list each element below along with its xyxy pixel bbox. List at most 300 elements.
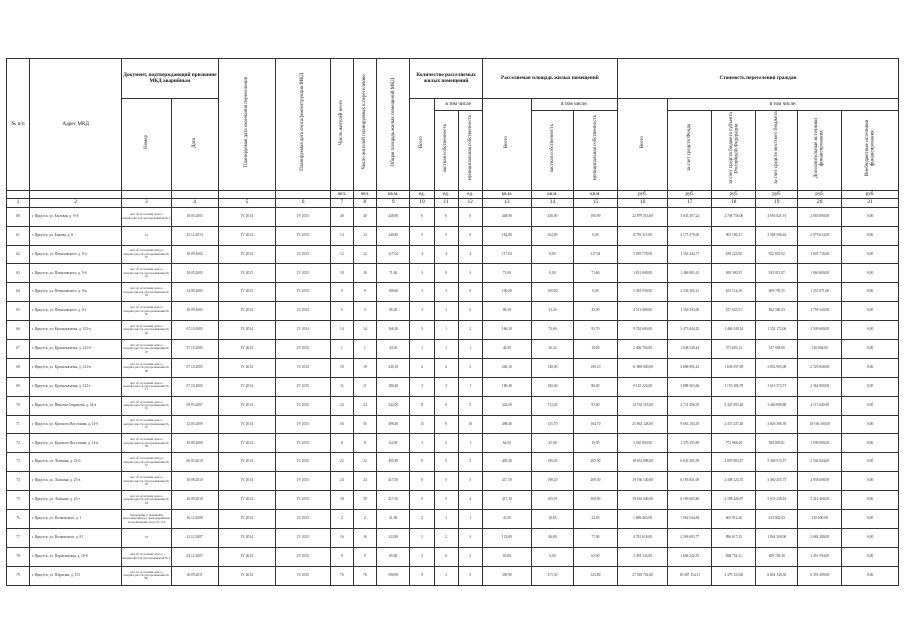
table-cell: 164,70: [573, 415, 617, 434]
document-number-cell: Акт об отселении дома о непригодности для проживания № 38: [122, 434, 171, 453]
table-cell: 86,30: [482, 302, 531, 321]
table-cell: 1 356 244,77: [668, 245, 712, 264]
column-number-cell: 4: [171, 198, 218, 207]
table-cell: 3 479 123,60: [712, 566, 756, 585]
table-cell: 4: [410, 358, 434, 377]
header-area-incl: в том числе:: [532, 99, 618, 111]
table-cell: 72: [7, 434, 30, 453]
table-cell: 0,00: [842, 453, 899, 472]
address-cell: г. Иркутск, ул. Николая Гаврилова, д. 34-а: [30, 396, 122, 415]
table-cell: 6 169 605,86: [668, 491, 712, 510]
column-number-cell: 21: [842, 198, 899, 207]
table-cell: 8: [410, 453, 434, 472]
table-row: [7, 302, 899, 321]
table-cell: 18,00: [573, 340, 617, 359]
table-cell: 41,00: [376, 510, 410, 529]
header-cost-additional: Дополнительные источники финансирования: [798, 111, 842, 191]
table-cell: 5: [458, 396, 482, 415]
table-row: [7, 415, 899, 434]
table-cell: 1 060 600,00: [798, 264, 842, 283]
table-cell: 80,00: [573, 377, 617, 396]
table-cell: 925 015,87: [756, 264, 798, 283]
table-cell: 3: [410, 264, 434, 283]
table-cell: 2 979 614,00: [798, 226, 842, 245]
table-row: [7, 396, 899, 415]
table-cell: 10: [458, 415, 482, 434]
table-cell: 65,00: [573, 547, 617, 566]
table-cell: 1 352 172,06: [756, 321, 798, 340]
table-cell: 1: [458, 340, 482, 359]
table-cell: 67: [7, 340, 30, 359]
table-cell: 19 166 540,00: [617, 472, 667, 491]
table-cell: IV 2014: [218, 566, 276, 585]
table-cell: 0,00: [842, 434, 899, 453]
table-cell: IV 2015: [276, 283, 331, 302]
table-cell: 75: [7, 491, 30, 510]
table-cell: IV 2015: [276, 491, 331, 510]
table-cell: 30.09.2011: [171, 566, 218, 585]
table-cell: 3 493 343,00: [617, 547, 667, 566]
header-residents-planned: Число жителей планируемых к переселению: [353, 59, 376, 191]
table-cell: 11: [330, 377, 353, 396]
table-cell: 1: [353, 340, 376, 359]
table-cell: 862 586,43: [756, 302, 798, 321]
table-cell: 3: [410, 434, 434, 453]
table-cell: 44,30: [376, 340, 410, 359]
table-cell: IV 2014: [218, 321, 276, 340]
table-cell: 07.10.2005: [171, 377, 218, 396]
table-cell: 9: [410, 491, 434, 510]
table-cell: 61: [7, 226, 30, 245]
table-cell: 537 635,51: [712, 302, 756, 321]
table-cell: 405,40: [376, 453, 410, 472]
table-cell: 09.03.2007: [171, 396, 218, 415]
table-cell: 71,60: [376, 264, 410, 283]
table-cell: 315,70: [532, 415, 574, 434]
table-cell: 510 604,00: [798, 340, 842, 359]
table-row: [7, 226, 899, 245]
table-cell: 4 956 021,91: [756, 207, 798, 226]
table-cell: 0,00: [842, 396, 899, 415]
table-cell: 24: [353, 472, 376, 491]
table-cell: 66: [7, 321, 30, 340]
table-cell: 180,40: [482, 377, 531, 396]
table-cell: IV 2015: [276, 264, 331, 283]
table-cell: 06.03.2010: [171, 453, 218, 472]
table-cell: 4 511 688,00: [617, 302, 667, 321]
table-cell: IV 2014: [218, 434, 276, 453]
table-cell: 584 803,01: [756, 434, 798, 453]
table-cell: 1 370 355,85: [668, 434, 712, 453]
table-cell: 6: [434, 396, 458, 415]
table-cell: 5: [353, 302, 376, 321]
table-cell: IV 2015: [276, 226, 331, 245]
table-cell: 417,10: [376, 491, 410, 510]
table-cell: 18: [330, 264, 353, 283]
table-row: [7, 547, 899, 566]
address-cell: г. Иркутск, ул. Красноказачья, д. 123-а: [30, 321, 122, 340]
header-count-private: частная собственность: [434, 111, 458, 191]
table-cell: 44,30: [482, 340, 531, 359]
table-cell: 196,20: [532, 453, 574, 472]
table-cell: 2 802 905,08: [756, 358, 798, 377]
column-number-cell: 15: [573, 198, 617, 207]
table-cell: 1 062 044,84: [668, 510, 712, 529]
table-cell: 6 643 565,59: [668, 453, 712, 472]
header-count-incl: в том числе: [434, 99, 482, 111]
table-cell: 64,50: [482, 434, 531, 453]
table-cell: 77: [7, 528, 30, 547]
table-row: [7, 358, 899, 377]
table-cell: IV 2015: [218, 264, 276, 283]
table-cell: 2 425 393,40: [712, 396, 756, 415]
table-cell: 123,80: [376, 528, 410, 547]
table-cell: 4: [434, 245, 458, 264]
table-cell: 18: [330, 358, 353, 377]
table-cell: 8: [410, 566, 434, 585]
table-cell: 3: [434, 283, 458, 302]
table-cell: 1 466 540,34: [712, 321, 756, 340]
table-cell: 4: [434, 358, 458, 377]
table-cell: 45,00: [573, 302, 617, 321]
table-cell: 3 473 844,25: [668, 321, 712, 340]
table-cell: IV 2014: [218, 547, 276, 566]
document-number-cell: Акт об отселении дома о непригодности для проживания № 01: [122, 396, 171, 415]
column-number-cell: 3: [122, 198, 171, 207]
table-cell: 3: [458, 547, 482, 566]
table-cell: 342,00: [482, 396, 531, 415]
table-cell: 0,00: [842, 264, 899, 283]
header-area-private: частная собственность: [532, 111, 574, 191]
table-cell: 342,00: [376, 396, 410, 415]
table-cell: 19 616 640,00: [617, 491, 667, 510]
table-cell: 240,80: [376, 226, 410, 245]
table-cell: 12: [330, 245, 353, 264]
table-cell: 1 803 716,00: [798, 245, 842, 264]
table-cell: 0,00: [842, 358, 899, 377]
table-cell: 0,00: [842, 207, 899, 226]
header-document-group: Документ, подтверждающий признание МКД аварийным: [122, 59, 218, 99]
table-cell: IV 2014: [218, 226, 276, 245]
table-cell: 62: [7, 245, 30, 264]
table-cell: 68: [7, 358, 30, 377]
table-row: [7, 566, 899, 585]
table-cell: 07.10.2005: [171, 321, 218, 340]
table-cell: 417,50: [376, 472, 410, 491]
table-cell: 16,85: [532, 510, 574, 529]
table-cell: 07.10.2005: [171, 358, 218, 377]
table-cell: 12: [353, 245, 376, 264]
table-cell: 4 938 608,00: [798, 472, 842, 491]
table-cell: 256,00: [532, 207, 574, 226]
table-body: [7, 207, 899, 585]
table-cell: 16: [353, 528, 376, 547]
table-cell: 3: [410, 321, 434, 340]
table-cell: 93,70: [573, 321, 617, 340]
table-cell: 11: [353, 377, 376, 396]
table-cell: 2 398 426,87: [712, 491, 756, 510]
table-cell: 6 391 209,00: [798, 566, 842, 585]
table-cell: 0,00: [532, 245, 574, 264]
table-cell: 77,00: [573, 528, 617, 547]
table-cell: 2 437 237,28: [712, 415, 756, 434]
document-number-cell: 33: [122, 528, 171, 547]
table-cell: 71: [7, 415, 30, 434]
column-numbers-row: [7, 198, 899, 207]
header-area-municipal: муниципальная собственность: [573, 111, 617, 191]
table-cell: 5: [410, 226, 434, 245]
table-cell: 2: [330, 510, 353, 529]
table-cell: 0: [434, 547, 458, 566]
table-cell: 2 684 280,00: [798, 528, 842, 547]
table-cell: 95,00: [573, 396, 617, 415]
table-cell: 162,80: [482, 226, 531, 245]
units-row: [7, 190, 899, 198]
table-cell: 18.09.2002: [171, 245, 218, 264]
table-row: [7, 377, 899, 396]
header-total-area: Общая площадь жилых помещений МКД: [376, 59, 410, 191]
table-cell: 18.09.2009: [171, 434, 218, 453]
table-cell: 162,80: [532, 226, 574, 245]
unit-cell: руб.: [668, 190, 712, 198]
table-cell: 24: [353, 396, 376, 415]
table-cell: 1: [434, 321, 458, 340]
table-cell: 18.05.2005: [171, 264, 218, 283]
unit-cell: руб.: [712, 190, 756, 198]
table-cell: 2 729 828,00: [798, 358, 842, 377]
table-cell: IV 2015: [276, 566, 331, 585]
table-cell: 0,00: [842, 491, 899, 510]
table-cell: 79: [7, 566, 30, 585]
table-cell: 14: [330, 321, 353, 340]
table-cell: 1: [458, 434, 482, 453]
header-area-total: Всего: [482, 99, 531, 191]
table-cell: 896 617,35: [712, 528, 756, 547]
address-cell: г. Иркутск, ул. Красноказачья, д. 123-б: [30, 340, 122, 359]
header-address: Адрес МКД: [30, 59, 122, 191]
table-cell: 4 117 649,00: [798, 396, 842, 415]
table-cell: 56: [330, 415, 353, 434]
header-doc-number: Номер: [122, 99, 171, 191]
table-cell: 12.05.2009: [171, 415, 218, 434]
table-cell: IV 2014: [276, 321, 331, 340]
table-cell: IV 2015: [276, 547, 331, 566]
table-cell: 65: [7, 302, 30, 321]
table-cell: 868 754,11: [712, 547, 756, 566]
table-cell: 16: [330, 528, 353, 547]
address-cell: г. Иркутск, ул. Красного Восстания, д. 14-в: [30, 434, 122, 453]
table-cell: 30.08.2010: [171, 472, 218, 491]
table-cell: 448,90: [482, 207, 531, 226]
column-number-cell: 1: [7, 198, 30, 207]
table-cell: 5 302 939,00: [617, 283, 667, 302]
table-cell: 100,10: [573, 358, 617, 377]
table-cell: 8 793 311,00: [617, 226, 667, 245]
resettlement-register-table: [6, 58, 899, 586]
column-number-cell: 2: [30, 198, 122, 207]
table-cell: 14: [353, 226, 376, 245]
table-cell: 2: [458, 302, 482, 321]
table-cell: 4: [458, 491, 482, 510]
table-cell: 5: [434, 453, 458, 472]
table-cell: 1 486 901,61: [668, 264, 712, 283]
header-cost-group: Стоимость переселения граждан: [617, 59, 898, 99]
table-cell: 952 801,02: [756, 245, 798, 264]
table-cell: 371 603,13: [712, 340, 756, 359]
table-cell: 74: [7, 472, 30, 491]
header-count-group: Количество расселяемых жилых помещений: [410, 59, 482, 99]
table-cell: 0,00: [573, 283, 617, 302]
table-cell: 30.09.2005: [171, 302, 218, 321]
table-cell: 41,00: [482, 510, 531, 529]
table-cell: 772 968,49: [712, 434, 756, 453]
table-cell: IV 2014: [276, 358, 331, 377]
column-number-cell: 13: [482, 198, 531, 207]
table-cell: 0,00: [842, 321, 899, 340]
table-cell: 5 504 844,00: [798, 453, 842, 472]
table-cell: 699 749,38: [756, 547, 798, 566]
table-cell: 1 048 549,44: [668, 340, 712, 359]
table-cell: 9: [330, 547, 353, 566]
header-cost-subject: за счет средств бюджета субъекта Российской Федерации: [712, 111, 756, 191]
table-cell: 3 509 600,00: [798, 321, 842, 340]
table-cell: 6 801 146,56: [756, 566, 798, 585]
table-cell: 410 600,00: [798, 510, 842, 529]
table-cell: 651 112,50: [712, 283, 756, 302]
table-cell: 240,10: [482, 358, 531, 377]
table-cell: 2 408 123,55: [712, 472, 756, 491]
table-cell: 390,90: [376, 566, 410, 585]
table-cell: 0,00: [842, 377, 899, 396]
table-cell: 105,91: [532, 491, 574, 510]
table-cell: 658 390,55: [712, 264, 756, 283]
unit-cell: чел.: [330, 190, 353, 198]
table-cell: 0,00: [842, 566, 899, 585]
table-cell: 9: [353, 547, 376, 566]
table-row: [7, 434, 899, 453]
table-cell: 0,00: [842, 415, 899, 434]
table-cell: 190,90: [573, 207, 617, 226]
table-cell: IV 2014: [218, 415, 276, 434]
table-cell: IV 2014: [218, 396, 276, 415]
table-cell: 1 636 597,69: [712, 358, 756, 377]
header-cost-fund: за счет средств Фонда: [668, 111, 712, 191]
table-cell: 65,00: [482, 547, 531, 566]
unit-cell: [7, 190, 30, 198]
table-cell: 0: [434, 264, 458, 283]
table-cell: 5: [434, 472, 458, 491]
table-cell: 9: [434, 415, 458, 434]
address-cell: г. Иркутск, ул. Красноказачья, д. 123-в: [30, 358, 122, 377]
table-cell: 16.12.2008: [171, 510, 218, 529]
table-cell: 9 663 104,35: [668, 415, 712, 434]
table-cell: 0,00: [532, 264, 574, 283]
table-cell: 1: [434, 302, 458, 321]
table-cell: 6: [434, 207, 458, 226]
unit-cell: кв.м.: [376, 190, 410, 198]
table-row: [7, 491, 899, 510]
table-cell: 390,90: [482, 566, 531, 585]
column-number-cell: 16: [617, 198, 667, 207]
table-cell: 5: [434, 226, 458, 245]
column-number-cell: 20: [798, 198, 842, 207]
table-cell: 26,32: [532, 340, 574, 359]
table-cell: 869 795,55: [756, 283, 798, 302]
table-cell: 2: [353, 510, 376, 529]
address-cell: г. Иркутск, ул. Волконского, д. 1: [30, 510, 122, 529]
unit-cell: [122, 190, 171, 198]
table-cell: 240,10: [376, 358, 410, 377]
table-cell: 3 888 363,66: [668, 377, 712, 396]
table-cell: 613 802,63: [756, 510, 798, 529]
table-cell: 3: [458, 472, 482, 491]
header-cost-incl: в том числе:: [668, 99, 899, 111]
table-cell: 24: [330, 396, 353, 415]
table-cell: 1 668 342,55: [668, 547, 712, 566]
table-cell: 22: [330, 453, 353, 472]
table-cell: 24: [330, 472, 353, 491]
document-number-cell: Акт об отселении дома о непригодности для проживания № 07: [122, 245, 171, 264]
table-cell: 9: [353, 283, 376, 302]
table-cell: 72,60: [532, 321, 574, 340]
address-cell: г. Иркутск, ул. Бытовая, д. 9-А: [30, 207, 122, 226]
table-cell: 0,00: [842, 340, 899, 359]
address-cell: г. Иркутск, ул. Помяловского, д. 9-б: [30, 264, 122, 283]
table-cell: 198,20: [532, 472, 574, 491]
table-cell: 5: [458, 566, 482, 585]
table-cell: 76: [353, 566, 376, 585]
unit-cell: [218, 190, 276, 198]
table-cell: 73: [7, 453, 30, 472]
document-number-cell: Акт об отселении дома о непригодности для проживания № 03: [122, 283, 171, 302]
header-count-municipal: муниципальная собственность: [458, 111, 482, 191]
table-cell: IV 2014: [218, 472, 276, 491]
table-cell: 417,10: [482, 491, 531, 510]
table-cell: 22: [353, 453, 376, 472]
table-cell: 172,40: [532, 396, 574, 415]
address-cell: г. Иркутск, ул. Помяловского, д. 9-а: [30, 245, 122, 264]
table-cell: 2 768 756,06: [712, 207, 756, 226]
table-cell: 498,40: [482, 415, 531, 434]
table-cell: IV 2014: [218, 453, 276, 472]
table-cell: 498,40: [376, 415, 410, 434]
column-number-cell: 10: [410, 198, 434, 207]
table-cell: 07.10.2005: [171, 340, 218, 359]
unit-cell: руб.: [756, 190, 798, 198]
table-cell: 1 353 971,00: [798, 283, 842, 302]
table-cell: 417,50: [482, 472, 531, 491]
table-cell: 180,40: [376, 377, 410, 396]
table-cell: 4 808 965,23: [668, 358, 712, 377]
table-cell: 0: [458, 283, 482, 302]
register-table-sheet: [6, 58, 899, 616]
table-cell: 14: [353, 321, 376, 340]
table-cell: 14: [330, 226, 353, 245]
table-cell: 271,30: [532, 566, 574, 585]
table-cell: 25 863 128,00: [617, 415, 667, 434]
table-cell: 123,80: [482, 528, 531, 547]
table-cell: 39: [330, 491, 353, 510]
table-cell: 2 296 693,77: [668, 528, 712, 547]
table-cell: 15: [410, 415, 434, 434]
table-cell: 2: [458, 358, 482, 377]
document-number-cell: Акт об отселении дома о непригодности для проживания № 27: [122, 453, 171, 472]
table-row: [7, 528, 899, 547]
table-cell: 1: [434, 340, 458, 359]
column-number-cell: 8: [353, 198, 376, 207]
header-cost-local: за счет средств местного бюджета: [756, 111, 798, 191]
table-cell: IV 2015: [276, 396, 331, 415]
